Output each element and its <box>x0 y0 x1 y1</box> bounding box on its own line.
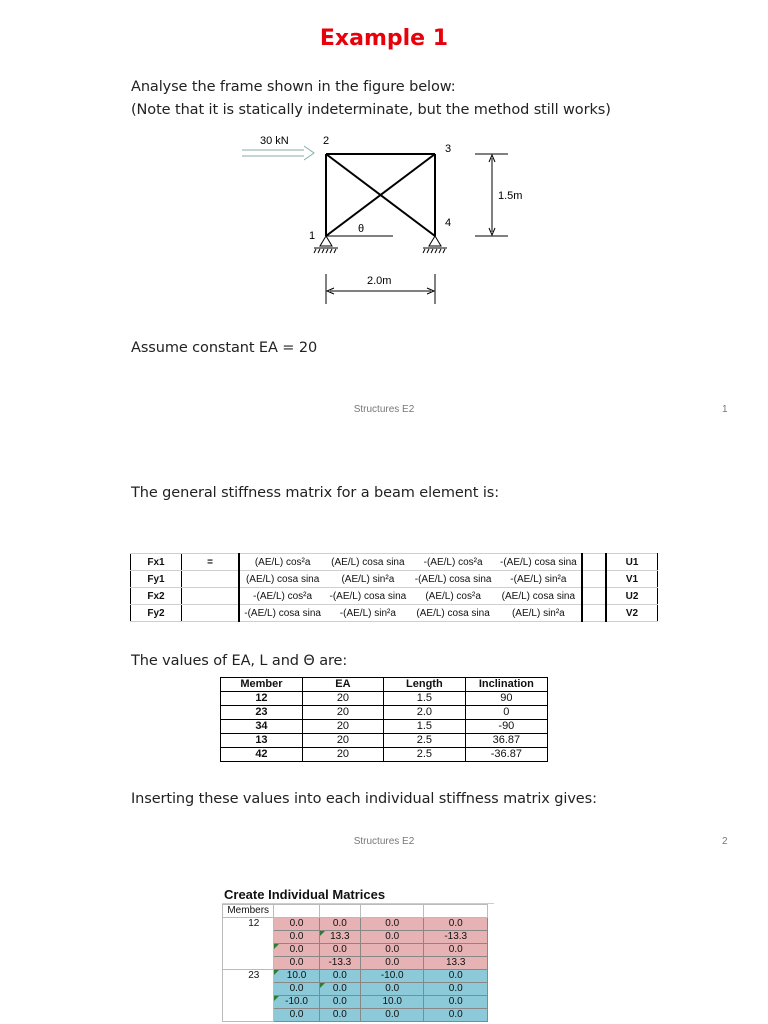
node-2-label: 2 <box>323 135 330 147</box>
table-row <box>221 692 548 706</box>
matrix-value: 13.3 <box>319 931 360 944</box>
member-id: 12 <box>223 918 274 970</box>
member-cell: 23 <box>221 706 303 720</box>
table-cell: 20 <box>302 748 383 762</box>
intro-line-1: Analyse the frame shown in the figure below: <box>131 79 456 95</box>
displacement-label: U2 <box>606 588 658 605</box>
matrix-cell: (AE/L) cosa sina <box>325 554 410 571</box>
matrix-value: 0.0 <box>274 983 319 996</box>
matrix-value: 0.0 <box>274 944 319 957</box>
general-stiffness-matrix <box>130 553 658 622</box>
frame-members <box>326 154 435 236</box>
column-header: Member <box>221 678 303 692</box>
matrix-value: 0.0 <box>361 1009 424 1022</box>
matrix-cell: (AE/L) sin²a <box>496 605 582 622</box>
matrix-cell: -(AE/L) cosa sina <box>496 554 582 571</box>
column-header: Length <box>384 678 466 692</box>
table-cell: -36.87 <box>465 748 547 762</box>
member-id: 23 <box>223 970 274 1022</box>
matrix-value: 0.0 <box>319 996 360 1009</box>
inserting-text: Inserting these values into each individual stiffness matrix gives: <box>131 791 597 807</box>
load-label: 30 kN <box>260 135 289 147</box>
stiffness-intro: The general stiffness matrix for a beam element is: <box>131 485 500 501</box>
matrix-value: 0.0 <box>319 970 360 983</box>
table-cell: -90 <box>465 720 547 734</box>
table-cell: 90 <box>465 692 547 706</box>
matrix-value: -10.0 <box>361 970 424 983</box>
matrix-value: 0.0 <box>361 944 424 957</box>
matrix-value: 0.0 <box>361 931 424 944</box>
displacement-label: V2 <box>606 605 658 622</box>
matrix-value: 0.0 <box>274 931 319 944</box>
matrix-cell: (AE/L) cos²a <box>410 588 495 605</box>
matrix-value: 0.0 <box>274 957 319 970</box>
table-cell: 2.0 <box>384 706 466 720</box>
matrix-value: 0.0 <box>361 918 424 931</box>
table-cell: 1.5 <box>384 720 466 734</box>
matrix-value: 0.0 <box>319 944 360 957</box>
theta-label: θ <box>358 223 365 235</box>
force-label: Fx2 <box>131 588 182 605</box>
matrix-cell: -(AE/L) cosa sina <box>410 571 495 588</box>
matrix-cell: (AE/L) cosa sina <box>410 605 495 622</box>
page-title: Example 1 <box>319 26 449 51</box>
matrix-value: 0.0 <box>274 1009 319 1022</box>
matrix-cell: -(AE/L) cos²a <box>410 554 495 571</box>
table-cell: 2.5 <box>384 748 466 762</box>
frame-figure <box>230 128 530 308</box>
node-1-label: 1 <box>309 230 316 242</box>
matrix-value: 0.0 <box>319 1009 360 1022</box>
matrix-value: -13.3 <box>424 931 488 944</box>
matrix-cell: (AE/L) sin²a <box>325 571 410 588</box>
values-intro: The values of EA, L and Θ are: <box>131 653 348 669</box>
matrix-cell: -(AE/L) cos²a <box>239 588 325 605</box>
height-label: 1.5m <box>498 190 523 202</box>
node-4-label: 4 <box>445 217 452 229</box>
matrix-value: 0.0 <box>319 983 360 996</box>
table-cell: 0 <box>465 706 547 720</box>
table-cell: 20 <box>302 720 383 734</box>
matrix-value: 0.0 <box>361 983 424 996</box>
table-cell: 2.5 <box>384 734 466 748</box>
load-arrow-icon <box>242 146 314 160</box>
matrix-value: 0.0 <box>274 918 319 931</box>
column-header: Inclination <box>465 678 547 692</box>
member-cell: 13 <box>221 734 303 748</box>
matrix-value: 0.0 <box>361 957 424 970</box>
page-number-2: 2 <box>722 836 728 847</box>
pin-support-right-icon <box>423 236 447 253</box>
matrix-cell: -(AE/L) sin²a <box>496 571 582 588</box>
member-cell: 42 <box>221 748 303 762</box>
matrix-cell: (AE/L) cos²a <box>239 554 325 571</box>
matrix-cell: (AE/L) cosa sina <box>496 588 582 605</box>
force-label: Fy2 <box>131 605 182 622</box>
force-label: Fy1 <box>131 571 182 588</box>
matrix-value: 0.0 <box>424 1009 488 1022</box>
table-row <box>221 706 548 720</box>
member-cell: 12 <box>221 692 303 706</box>
table-row <box>221 748 548 762</box>
matrix-value: 0.0 <box>424 944 488 957</box>
matrix-value: 13.3 <box>424 957 488 970</box>
member-cell: 34 <box>221 720 303 734</box>
individual-matrices-sheet <box>222 884 494 1022</box>
matrix-cell: -(AE/L) sin²a <box>325 605 410 622</box>
members-label: Members <box>223 905 274 918</box>
matrix-cell: -(AE/L) cosa sina <box>325 588 410 605</box>
member-values-table <box>220 677 548 762</box>
table-cell: 20 <box>302 692 383 706</box>
matrix-row <box>223 970 488 983</box>
matrix-value: 0.0 <box>424 996 488 1009</box>
matrix-value: 0.0 <box>319 918 360 931</box>
matrix-value: 10.0 <box>274 970 319 983</box>
intro-line-2: (Note that it is statically indeterminate, but the method still works) <box>131 102 611 118</box>
equals-sign: = <box>182 554 240 571</box>
matrix-row <box>223 918 488 931</box>
width-label: 2.0m <box>367 275 392 287</box>
table-row <box>221 720 548 734</box>
page-number-1: 1 <box>722 404 728 415</box>
matrix-cell: -(AE/L) cosa sina <box>239 605 325 622</box>
matrix-value: -10.0 <box>274 996 319 1009</box>
table-cell: 20 <box>302 734 383 748</box>
node-3-label: 3 <box>445 143 452 155</box>
column-header: EA <box>302 678 383 692</box>
individual-matrices-table <box>222 904 488 1022</box>
table-cell: 1.5 <box>384 692 466 706</box>
pin-support-left-icon <box>314 236 338 253</box>
footer-label-2: Structures E2 <box>353 836 415 847</box>
matrix-value: 0.0 <box>424 970 488 983</box>
table-row <box>221 734 548 748</box>
matrix-value: -13.3 <box>319 957 360 970</box>
footer-label-1: Structures E2 <box>353 404 415 415</box>
displacement-label: V1 <box>606 571 658 588</box>
matrix-cell: (AE/L) cosa sina <box>239 571 325 588</box>
table-cell: 36.87 <box>465 734 547 748</box>
matrix-value: 10.0 <box>361 996 424 1009</box>
displacement-label: U1 <box>606 554 658 571</box>
sheet-title: Create Individual Matrices <box>222 884 494 904</box>
matrix-value: 0.0 <box>424 983 488 996</box>
ea-note: Assume constant EA = 20 <box>131 340 318 356</box>
table-cell: 20 <box>302 706 383 720</box>
force-label: Fx1 <box>131 554 182 571</box>
matrix-value: 0.0 <box>424 918 488 931</box>
